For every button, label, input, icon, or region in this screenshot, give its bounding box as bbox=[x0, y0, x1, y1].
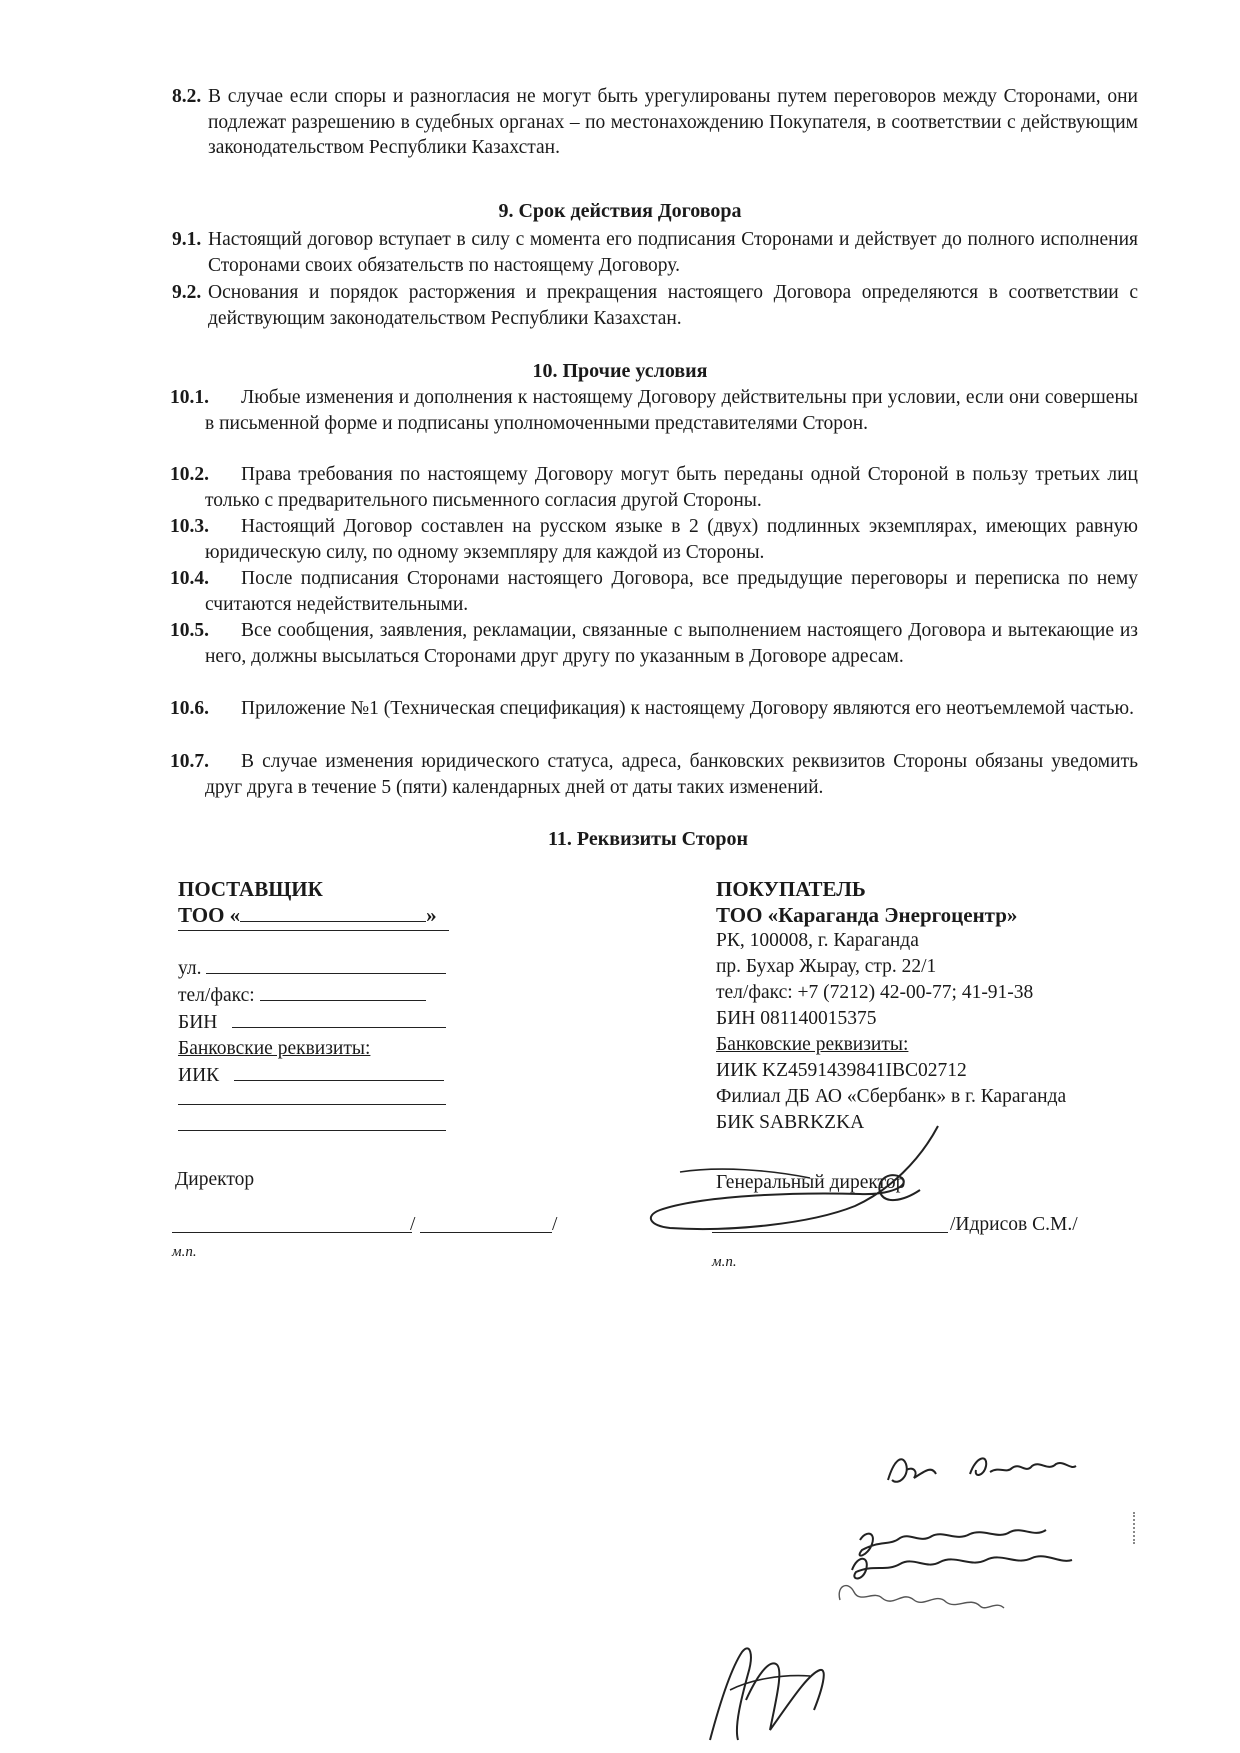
clause-number: 10.6. bbox=[170, 698, 209, 719]
clause-10-6 bbox=[170, 696, 1138, 722]
supplier-name-line bbox=[420, 1232, 552, 1233]
clause-10-2 bbox=[170, 462, 1138, 513]
clause-number: 10.3. bbox=[170, 516, 209, 537]
clause-text: После подписания Сторонами настоящего Договора, все предыдущие переговоры и переписка по нему считаются недействительными. bbox=[205, 568, 1138, 615]
clause-text: Любые изменения и дополнения к настоящему Договору действительны при условии, если они совершены в письменной форме и подписаны уполномоченными представителями Сторон. bbox=[205, 387, 1138, 434]
street-label: ул. bbox=[178, 958, 202, 979]
clause-number: 10.2. bbox=[170, 464, 209, 485]
bin-label: БИН bbox=[178, 1012, 218, 1033]
supplier-company-row bbox=[178, 902, 478, 928]
supplier-blank-line-2 bbox=[178, 1104, 446, 1105]
supplier-iik-row bbox=[178, 1062, 478, 1089]
company-prefix: ТОО « bbox=[178, 903, 241, 927]
director-signature bbox=[640, 1120, 960, 1240]
clause-text: В случае изменения юридического статуса, адреса, банковских реквизитов Стороны обязаны уведомить друг друга в течение 5 (пяти) календарных дней от даты таких изменений. bbox=[205, 751, 1138, 798]
supplier-sign-sep-2: / bbox=[552, 1214, 558, 1235]
clause-number: 10.1. bbox=[170, 387, 209, 408]
supplier-director-label: Директор bbox=[175, 1169, 255, 1190]
buyer-bik: БИК SABRKZKA bbox=[716, 1112, 865, 1133]
section-11-title: 11. Реквизиты Сторон bbox=[548, 828, 748, 850]
iik-blank bbox=[234, 1062, 444, 1081]
approval-signature-1 bbox=[880, 1440, 1150, 1530]
buyer-director-label: Генеральный директор bbox=[716, 1172, 906, 1193]
clause-number: 10.5. bbox=[170, 620, 209, 641]
supplier-signature-line bbox=[172, 1232, 412, 1233]
clause-number: 8.2. bbox=[172, 86, 202, 107]
buyer-block bbox=[716, 876, 1146, 1136]
clause-10-3 bbox=[170, 514, 1138, 565]
clause-text: В случае если споры и разногласия не могут быть урегулированы путем переговоров между Сторонами, они подлежат разрешению в судебных органах – по местонахождению Покупателя, в соответствии с действующим законодательством Республики Казахстан. bbox=[208, 86, 1138, 158]
clause-10-5 bbox=[170, 618, 1138, 669]
iik-label: ИИК bbox=[178, 1065, 220, 1086]
clause-text: Все сообщения, заявления, рекламации, связанные с выполнением настоящего Договора и вытекающие из него, должны высылаться Сторонами друг другу по указанным в Договоре адресам. bbox=[205, 620, 1138, 667]
supplier-street-row bbox=[178, 955, 478, 982]
buyer-company: ТОО «Караганда Энергоцентр» bbox=[716, 903, 1018, 927]
clause-number: 9.1. bbox=[172, 229, 202, 250]
clause-number: 10.7. bbox=[170, 751, 209, 772]
section-10-title: 10. Прочие условия bbox=[532, 360, 708, 382]
clause-10-7 bbox=[170, 749, 1138, 800]
supplier-bank-label: Банковские реквизиты: bbox=[178, 1038, 371, 1059]
clause-9-2 bbox=[172, 280, 1138, 331]
clause-text: Приложение №1 (Техническая спецификация) к настоящему Договору являются его неотъемлемой частью. bbox=[241, 698, 1134, 719]
buyer-iik: ИИК KZ4591439841IBC02712 bbox=[716, 1060, 967, 1081]
supplier-details bbox=[178, 955, 478, 1089]
buyer-signatory: /Идрисов С.М./ bbox=[950, 1214, 1078, 1235]
supplier-blank-line-3 bbox=[178, 1130, 446, 1131]
bin-blank bbox=[232, 1009, 446, 1028]
supplier-phone-row bbox=[178, 982, 478, 1009]
supplier-blank-line-1 bbox=[178, 930, 449, 931]
scan-artifact bbox=[1133, 1512, 1137, 1544]
supplier-block bbox=[178, 876, 478, 928]
clause-text: Основания и порядок расторжения и прекращения настоящего Договора определяются в соответствии с действующим законодательством Республики Казахстан. bbox=[208, 282, 1138, 329]
supplier-stamp-place: м.п. bbox=[172, 1244, 197, 1260]
buyer-heading: ПОКУПАТЕЛЬ bbox=[716, 877, 866, 901]
clause-number: 9.2. bbox=[172, 282, 202, 303]
street-blank bbox=[206, 955, 446, 974]
supplier-sign-sep-1: / bbox=[410, 1214, 416, 1235]
clause-8-2 bbox=[172, 84, 1138, 161]
phone-blank bbox=[260, 982, 426, 1001]
clause-9-1 bbox=[172, 227, 1138, 278]
section-9-title: 9. Срок действия Договора bbox=[498, 200, 742, 222]
buyer-bank-name: Филиал ДБ АО «Сбербанк» в г. Караганда bbox=[716, 1086, 1067, 1107]
clause-10-4 bbox=[170, 566, 1138, 617]
clause-text: Права требования по настоящему Договору могут быть переданы одной Стороной в пользу третьих лиц только с предварительного письменного согласия другой Стороны. bbox=[205, 464, 1138, 511]
clause-text: Настоящий Договор составлен на русском языке в 2 (двух) подлинных экземплярах, имеющих равную юридическую силу, по одному экземпляру для каждой из Стороны. bbox=[205, 516, 1138, 563]
clause-10-1 bbox=[170, 385, 1138, 436]
buyer-bin: БИН 081140015375 bbox=[716, 1008, 877, 1029]
clause-number: 10.4. bbox=[170, 568, 209, 589]
approval-signature-3 bbox=[690, 1630, 860, 1750]
phone-label: тел/факс: bbox=[178, 985, 255, 1006]
company-name-blank bbox=[240, 903, 426, 922]
buyer-phone: тел/факс: +7 (7212) 42-00-77; 41-91-38 bbox=[716, 982, 1034, 1003]
buyer-stamp-place: м.п. bbox=[712, 1254, 737, 1270]
supplier-heading: ПОСТАВЩИК bbox=[178, 877, 323, 901]
clause-text: Настоящий договор вступает в силу с момента его подписания Сторонами и действует до полного исполнения Сторонами своих обязательств по настоящему Договору. bbox=[208, 229, 1138, 276]
company-suffix: » bbox=[426, 903, 437, 927]
buyer-address-2: пр. Бухар Жырау, стр. 22/1 bbox=[716, 956, 937, 977]
buyer-address-1: РК, 100008, г. Караганда bbox=[716, 930, 919, 951]
supplier-bin-row bbox=[178, 1009, 478, 1036]
buyer-bank-label: Банковские реквизиты: bbox=[716, 1034, 909, 1055]
